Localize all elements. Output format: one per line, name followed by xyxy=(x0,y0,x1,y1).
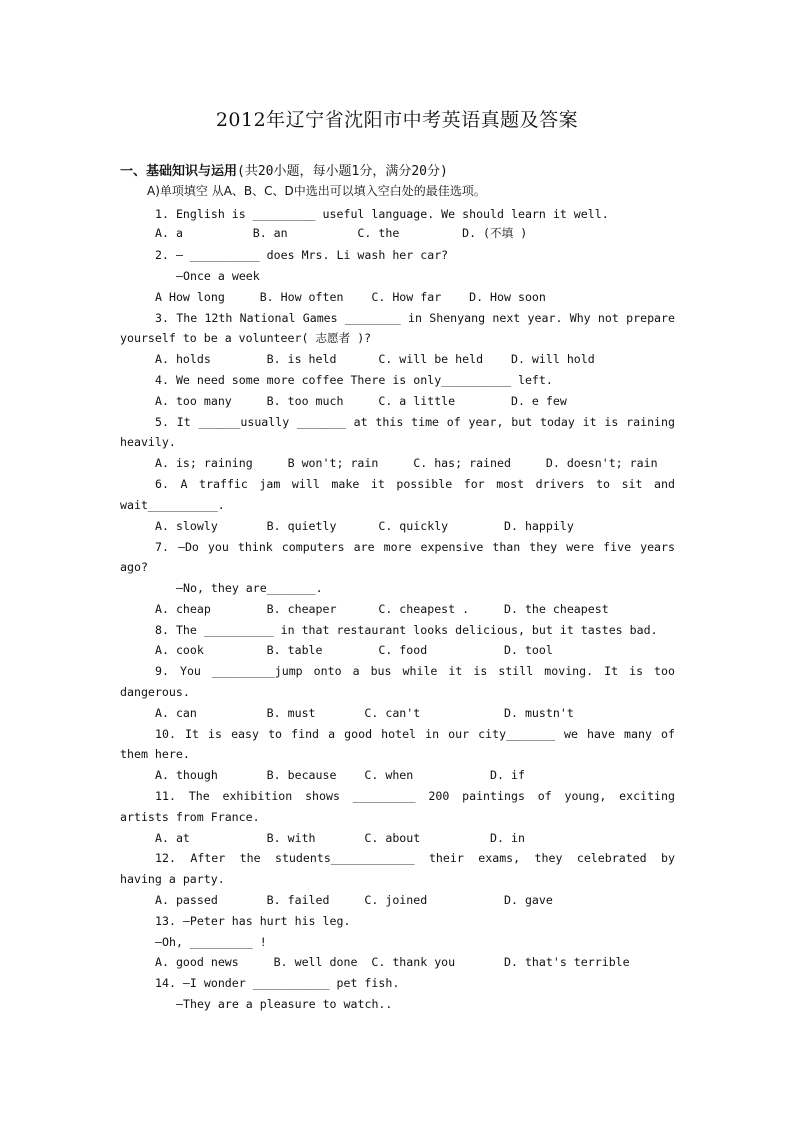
question-14: 14. —I wonder ___________ pet fish. xyxy=(155,976,400,990)
subsection-instruction: A)单项填空 从A、B、C、D中选出可以填入空白处的最佳选项。 xyxy=(147,184,486,198)
question-7-line-1: 7. —Do you think computers are more expensive than they were five years xyxy=(155,540,675,554)
question-9-line-1: 9. You _________jump onto a bus while it is still moving. It is too xyxy=(155,664,675,678)
question-8: 8. The __________ in that restaurant looks delicious, but it tastes bad. xyxy=(155,623,658,637)
question-1: 1. English is _________ useful language. We should learn it well. xyxy=(155,207,609,221)
question-4-options: A. too many B. too much C. a little D. e few xyxy=(155,394,567,408)
question-10-options: A. though B. because C. when D. if xyxy=(155,768,525,782)
question-12-line-1: 12. After the students____________ their exams, they celebrated by xyxy=(155,851,675,865)
question-11-line-2: artists from France. xyxy=(120,810,260,824)
question-13-options: A. good news B. well done C. thank you D. that's terrible xyxy=(155,955,630,969)
question-2: 2. — __________ does Mrs. Li wash her car? xyxy=(155,248,449,262)
question-6-line-2: wait__________. xyxy=(120,498,225,512)
question-7-line-2: ago? xyxy=(120,560,148,574)
section-title: 一、基础知识与运用 xyxy=(120,164,238,179)
section-heading xyxy=(120,160,448,179)
question-6-options: A. slowly B. quietly C. quickly D. happily xyxy=(155,519,574,533)
question-5-options: A. is; raining B won't; rain C. has; rained D. doesn't; rain xyxy=(155,456,658,470)
section-note: (共20小题，每小题1分，满分20分) xyxy=(237,164,448,179)
question-12-line-2: having a party. xyxy=(120,872,225,886)
question-7-reply: —No, they are_______. xyxy=(176,581,323,595)
question-12-options: A. passed B. failed C. joined D. gave xyxy=(155,893,553,907)
question-9-options: A. can B. must C. can't D. mustn't xyxy=(155,706,574,720)
question-13: 13. —Peter has hurt his leg. xyxy=(155,914,351,928)
question-3-line-2: yourself to be a volunteer( 志愿者 )? xyxy=(120,331,372,345)
question-10-line-2: them here. xyxy=(120,747,190,761)
question-5-line-1: 5. It ______usually _______ at this time of year, but today it is raining xyxy=(155,415,675,429)
question-8-options: A. cook B. table C. food D. tool xyxy=(155,643,553,657)
question-11-line-1: 11. The exhibition shows _________ 200 paintings of young, exciting xyxy=(155,789,675,803)
question-7-options: A. cheap B. cheaper C. cheapest . D. the cheapest xyxy=(155,602,609,616)
question-2-options: A How long B. How often C. How far D. How soon xyxy=(155,290,546,304)
question-3-options: A. holds B. is held C. will be held D. will hold xyxy=(155,352,595,366)
question-14-reply: —They are a pleasure to watch.. xyxy=(176,997,393,1011)
question-2-reply: —Once a week xyxy=(176,269,260,283)
question-10-line-1: 10. It is easy to find a good hotel in our city_______ we have many of xyxy=(155,727,675,741)
question-5-line-2: heavily. xyxy=(120,435,176,449)
question-6-line-1: 6. A traffic jam will make it possible for most drivers to sit and xyxy=(155,477,675,491)
question-11-options: A. at B. with C. about D. in xyxy=(155,831,525,845)
question-3-line-1: 3. The 12th National Games ________ in Shenyang next year. Why not prepare xyxy=(155,311,675,325)
question-1-options: A. a B. an C. the D. (不填 ) xyxy=(155,226,528,240)
question-4: 4. We need some more coffee There is only__________ left. xyxy=(155,373,553,387)
page-title: 2012年辽宁省沈阳市中考英语真题及答案 xyxy=(215,109,579,131)
question-9-line-2: dangerous. xyxy=(120,685,190,699)
question-13-reply: —Oh, _________ ! xyxy=(155,935,267,949)
